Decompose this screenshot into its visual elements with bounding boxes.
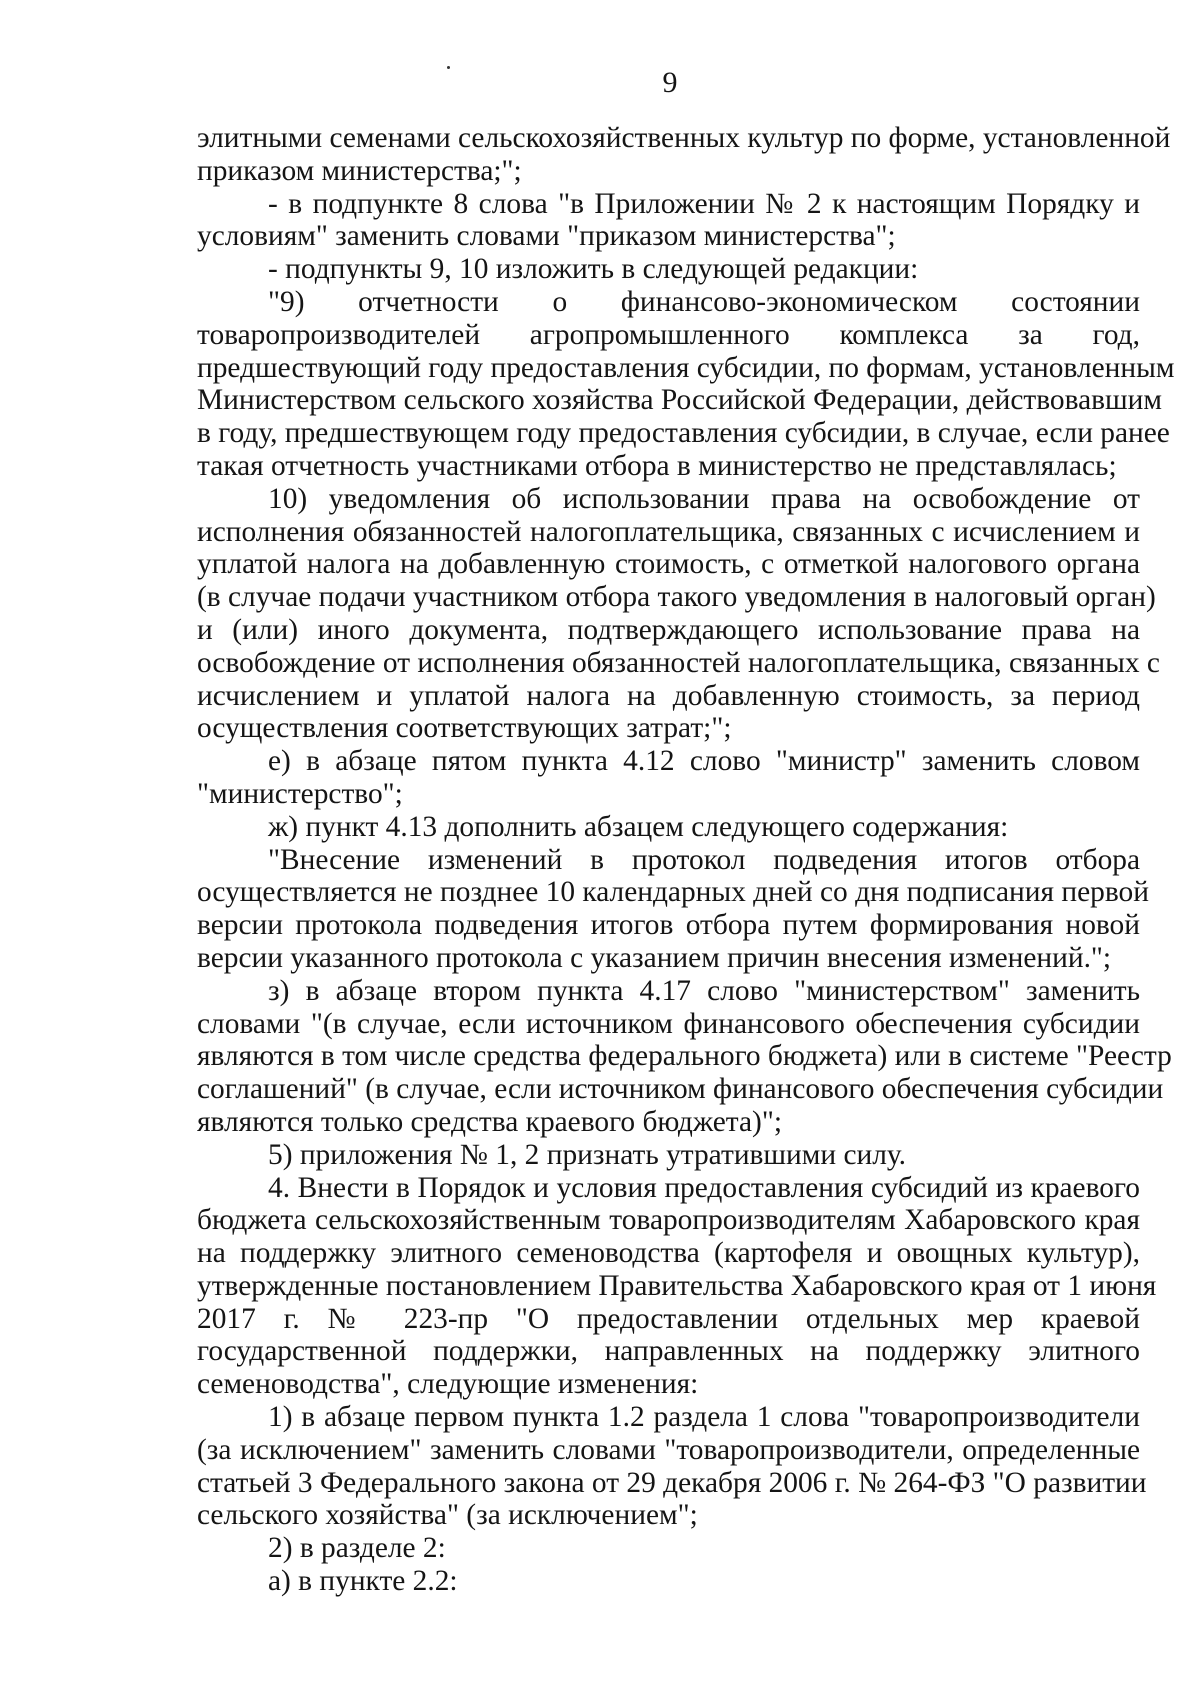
text-line: "министерство"; xyxy=(197,777,403,810)
text-line: 1) в абзаце первом пункта 1.2 раздела 1 слова "товаропроизводители xyxy=(268,1401,1140,1434)
text-line: являются только средства краевого бюджета)"; xyxy=(197,1105,782,1138)
text-line: элитными семенами сельскохозяйственных культур по форме, установленной xyxy=(197,122,1171,154)
text-line: семеноводства", следующие изменения: xyxy=(197,1368,699,1401)
text-line: соглашений" (в случае, если источником финансового обеспечения субсидии xyxy=(197,1073,1164,1106)
text-line: осуществления соответствующих затрат;"; xyxy=(197,712,732,745)
text-line: - в подпункте 8 слова "в Приложении № 2 к настоящим Порядку и xyxy=(268,187,1140,220)
text-line: 2) в разделе 2: xyxy=(268,1532,446,1565)
text-line: осуществляется не позднее 10 календарных дней со дня подписания первой xyxy=(197,876,1149,909)
text-line: а) в пункте 2.2: xyxy=(268,1565,458,1598)
text-line: 5) приложения № 1, 2 признать утратившими силу. xyxy=(268,1138,906,1171)
text-line: такая отчетность участниками отбора в министерство не представлялась; xyxy=(197,449,1117,482)
text-line: версии протокола подведения итогов отбора путем формирования новой xyxy=(197,909,1140,942)
page-number: 9 xyxy=(662,66,678,99)
text-line: 2017 г. № 223-пр "О предоставлении отдельных мер краевой xyxy=(197,1302,1140,1335)
text-line: исполнения обязанностей налогоплательщика, связанных с исчислением и xyxy=(197,515,1140,548)
text-line: - подпункты 9, 10 изложить в следующей редакции: xyxy=(268,253,919,286)
text-line: утвержденные постановлением Правительства Хабаровского края от 1 июня xyxy=(197,1269,1157,1302)
text-line: сельского хозяйства" (за исключением"; xyxy=(197,1499,698,1532)
text-line: Министерством сельского хозяйства Российской Федерации, действовавшим xyxy=(197,384,1162,417)
text-line: и (или) иного документа, подтверждающего использование права на xyxy=(197,613,1140,646)
text-line: ж) пункт 4.13 дополнить абзацем следующего содержания: xyxy=(268,810,1009,843)
text-line: версии указанного протокола с указанием причин внесения изменений."; xyxy=(197,941,1112,974)
text-line: условиям" заменить словами "приказом министерства"; xyxy=(197,220,896,253)
text-line: предшествующий году предоставления субсидии, по формам, установленным xyxy=(197,351,1175,384)
text-line: е) в абзаце пятом пункта 4.12 слово "министр" заменить словом xyxy=(268,745,1140,778)
text-line: освобождение от исполнения обязанностей налогоплательщика, связанных с xyxy=(197,646,1160,679)
text-line: исчислением и уплатой налога на добавленную стоимость, за период xyxy=(197,679,1140,712)
text-line: 10) уведомления об использовании права на освобождение от xyxy=(268,482,1140,515)
text-line: статьей 3 Федерального закона от 29 декабря 2006 г. № 264-ФЗ "О развитии xyxy=(197,1466,1147,1499)
text-line: бюджета сельскохозяйственным товаропроизводителям Хабаровского края xyxy=(197,1204,1140,1237)
text-line: словами "(в случае, если источником финансового обеспечения субсидии xyxy=(197,1007,1140,1040)
text-line: товаропроизводителей агропромышленного комплекса за год, xyxy=(197,318,1140,351)
text-line: (за исключением" заменить словами "товаропроизводители, определенные xyxy=(197,1433,1140,1466)
text-line: приказом министерства;"; xyxy=(197,154,522,187)
document-body xyxy=(197,122,1175,1598)
text-line: з) в абзаце втором пункта 4.17 слово "министерством" заменить xyxy=(268,974,1140,1007)
text-line: уплатой налога на добавленную стоимость, с отметкой налогового органа xyxy=(197,548,1140,581)
text-line: являются в том числе средства федерального бюджета) или в системе "Реестр xyxy=(197,1040,1172,1073)
text-line: на поддержку элитного семеноводства (картофеля и овощных культур), xyxy=(197,1237,1140,1270)
text-line: государственной поддержки, направленных на поддержку элитного xyxy=(197,1335,1140,1368)
text-line: 4. Внести в Порядок и условия предоставления субсидий из краевого xyxy=(268,1171,1140,1204)
text-line: в году, предшествующем году предоставления субсидии, в случае, если ранее xyxy=(197,417,1170,450)
text-line: (в случае подачи участником отбора такого уведомления в налоговый орган) xyxy=(197,581,1156,614)
text-line: "Внесение изменений в протокол подведения итогов отбора xyxy=(268,843,1140,876)
text-line: "9) отчетности о финансово-экономическом состоянии xyxy=(268,285,1140,318)
